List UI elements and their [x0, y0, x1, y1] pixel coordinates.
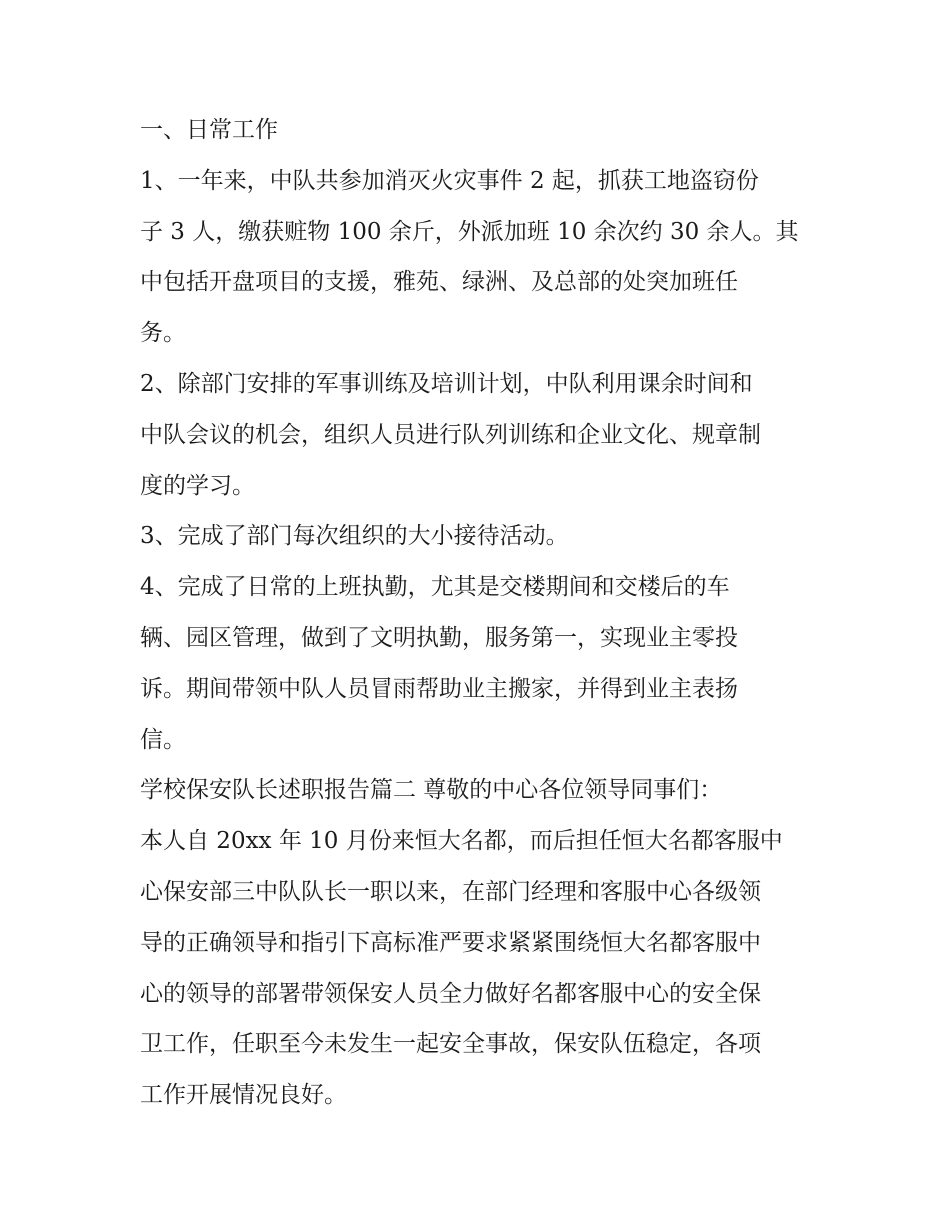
paragraph-line: 本人自 20xx 年 10 月份来恒大名都，而后担任恒大名都客服中 [140, 828, 783, 855]
paragraph-line: 2、除部门安排的军事训练及培训计划，中队利用课余时间和 [140, 370, 753, 397]
paragraph-line: 中队会议的机会，组织人员进行队列训练和企业文化、规章制 [140, 421, 761, 448]
paragraph-line: 4、完成了日常的上班执勤，尤其是交楼期间和交楼后的车 [140, 574, 730, 601]
paragraph-line: 导的正确领导和指引下高标准严要求紧紧围绕恒大名都客服中 [140, 929, 761, 956]
paragraph-line: 辆、园区管理，做到了文明执勤，服务第一，实现业主零投 [140, 624, 738, 651]
paragraph-line: 3、完成了部门每次组织的大小接待活动。 [140, 523, 569, 550]
report-title-line: 学校保安队长述职报告篇二 尊敬的中心各位领导同事们： [140, 777, 723, 804]
paragraph-line: 中包括开盘项目的支援，雅苑、绿洲、及总部的处突加班任 [140, 269, 738, 296]
paragraph-line: 务。 [140, 320, 186, 347]
paragraph-line: 1、一年来，中队共参加消灭火灾事件 2 起，抓获工地盗窃份 [140, 167, 759, 194]
paragraph-line: 子 3 人，缴获赃物 100 余斤，外派加班 10 余次约 30 余人。其 [140, 218, 799, 245]
section-heading: 一、日常工作 [140, 117, 278, 143]
paragraph-line: 诉。期间带领中队人员冒雨帮助业主搬家，并得到业主表扬 [140, 675, 738, 702]
paragraph-line: 信。 [140, 726, 186, 753]
paragraph-line: 度的学习。 [140, 472, 255, 499]
paragraph-line: 心保安部三中队队长一职以来，在部门经理和客服中心各级领 [140, 878, 761, 905]
document-body [140, 105, 820, 1121]
paragraph-line: 卫工作，任职至今未发生一起安全事故，保安队伍稳定，各项 [140, 1031, 761, 1058]
paragraph-line: 心的领导的部署带领保安人员全力做好名都客服中心的安全保 [140, 980, 761, 1007]
paragraph-line: 工作开展情况良好。 [140, 1082, 347, 1109]
